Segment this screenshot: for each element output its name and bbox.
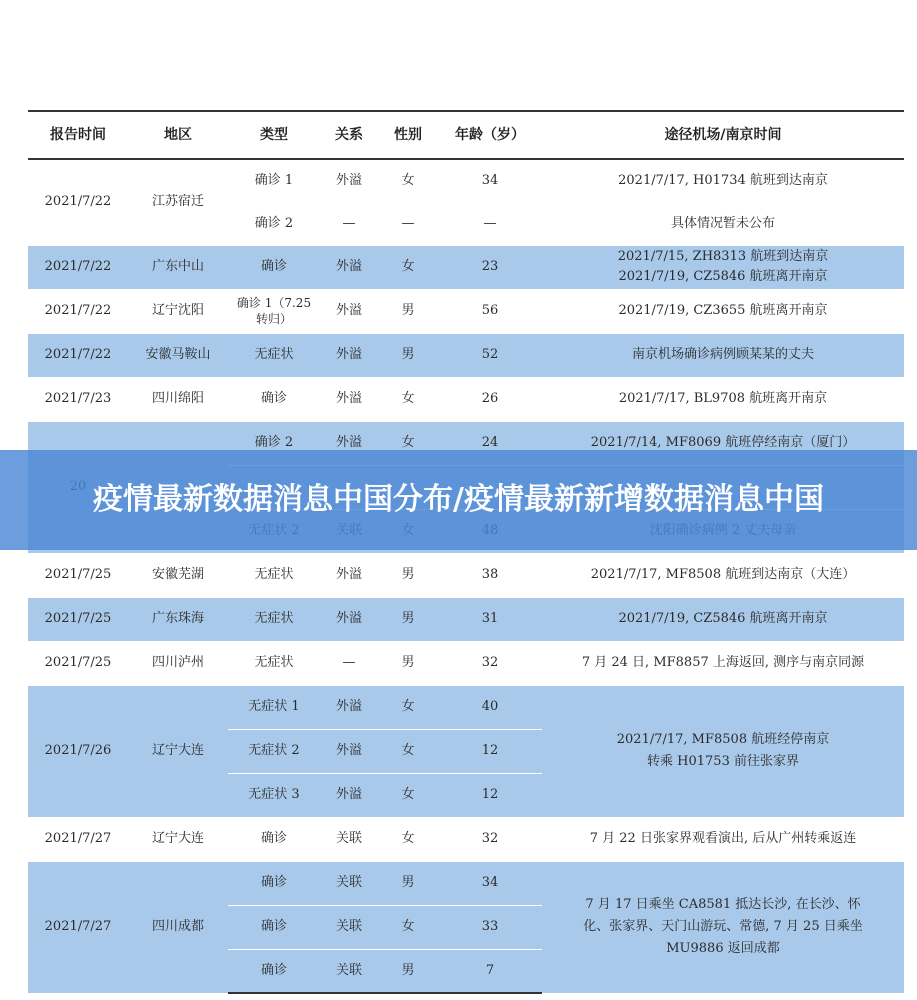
cell-age: 32 — [438, 817, 542, 861]
cell-sex: 女 — [378, 377, 438, 421]
cell-type: 无症状 — [228, 641, 320, 685]
cell-relation: 外溢 — [320, 159, 378, 202]
cell-region: 辽宁沈阳 — [128, 289, 228, 333]
table-row — [28, 333, 904, 377]
cell-date: 2021/7/23 — [28, 377, 128, 421]
cell-age: 34 — [438, 159, 542, 202]
cell-type: 确诊 — [228, 905, 320, 949]
cell-sex: 男 — [378, 641, 438, 685]
cell-route: 具体情况暂未公布 — [542, 202, 904, 245]
cell-sex: 女 — [378, 245, 438, 289]
cell-sex: 男 — [378, 949, 438, 993]
cell-relation: — — [320, 641, 378, 685]
cell-relation: 外溢 — [320, 553, 378, 597]
table-row — [28, 597, 904, 641]
table-header-row — [28, 111, 904, 159]
cell-region: 四川成都 — [128, 861, 228, 993]
cell-sex: 女 — [378, 685, 438, 729]
cell-sex: 女 — [378, 729, 438, 773]
cell-type: 无症状 1 — [228, 685, 320, 729]
cell-sex: 男 — [378, 861, 438, 905]
title-banner — [0, 450, 917, 550]
cell-route — [542, 685, 904, 817]
cell-age: 26 — [438, 377, 542, 421]
cell-route: 2021/7/17, H01734 航班到达南京 — [542, 159, 904, 202]
cell-age: 12 — [438, 729, 542, 773]
cell-type: 确诊 2 — [228, 202, 320, 245]
cell-relation: 关联 — [320, 905, 378, 949]
cell-age: 32 — [438, 641, 542, 685]
cell-sex: 女 — [378, 159, 438, 202]
cell-region: 安徽芜湖 — [128, 553, 228, 597]
cell-route: 2021/7/14, MF8069 航班停经南京（厦门） — [542, 421, 904, 465]
cell-region: 安徽马鞍山 — [128, 333, 228, 377]
cell-type: 确诊 1 — [228, 159, 320, 202]
cell-type: 无症状 3 — [228, 773, 320, 817]
cell-route: 2021/7/19, CZ3655 航班离开南京 — [542, 289, 904, 333]
cell-sex: 女 — [378, 905, 438, 949]
epidemic-table — [28, 110, 904, 994]
table-row — [28, 289, 904, 333]
cell-relation: 外溢 — [320, 333, 378, 377]
table-row — [28, 685, 904, 729]
cell-region: 辽宁大连 — [128, 817, 228, 861]
cell-route: 7 月 24 日, MF8857 上海返回, 测序与南京同源 — [542, 641, 904, 685]
cell-age: 31 — [438, 597, 542, 641]
cell-date: 2021/7/22 — [28, 333, 128, 377]
cell-age: 24 — [438, 421, 542, 465]
cell-type: 无症状 — [228, 553, 320, 597]
header-route: 途径机场/南京时间 — [542, 111, 904, 159]
cell-sex: 男 — [378, 553, 438, 597]
cell-route — [542, 245, 904, 289]
cell-sex: 男 — [378, 333, 438, 377]
cell-relation: 外溢 — [320, 289, 378, 333]
cell-type: 确诊 — [228, 861, 320, 905]
cell-date: 2021/7/27 — [28, 861, 128, 993]
route-line: 2021/7/17, MF8508 航班经停南京 — [616, 732, 830, 747]
cell-age: 33 — [438, 905, 542, 949]
cell-region: 广东珠海 — [128, 597, 228, 641]
header-relation: 关系 — [320, 111, 378, 159]
cell-region: 四川绵阳 — [128, 377, 228, 421]
header-age: 年龄（岁） — [438, 111, 542, 159]
cell-region: 广东中山 — [128, 245, 228, 289]
cell-age: 23 — [438, 245, 542, 289]
table-row — [28, 861, 904, 905]
cell-route: 2021/7/17, BL9708 航班离开南京 — [542, 377, 904, 421]
cell-sex: 男 — [378, 597, 438, 641]
cell-route: 7 月 22 日张家界观看演出, 后从广州转乘返连 — [542, 817, 904, 861]
cell-type: 确诊 — [228, 949, 320, 993]
table-row — [28, 553, 904, 597]
cell-relation: 外溢 — [320, 597, 378, 641]
cell-date: 2021/7/27 — [28, 817, 128, 861]
cell-age: — — [438, 202, 542, 245]
cell-date: 2021/7/22 — [28, 289, 128, 333]
cell-relation: 外溢 — [320, 685, 378, 729]
cell-route: 南京机场确诊病例顾某某的丈夫 — [542, 333, 904, 377]
cell-age: 34 — [438, 861, 542, 905]
cell-age: 56 — [438, 289, 542, 333]
table-row — [28, 159, 904, 202]
cell-age: 52 — [438, 333, 542, 377]
route-line: 2021/7/19, CZ5846 航班离开南京 — [618, 269, 828, 284]
cell-date: 2021/7/25 — [28, 641, 128, 685]
cell-sex: 女 — [378, 817, 438, 861]
cell-route: 2021/7/19, CZ5846 航班离开南京 — [542, 597, 904, 641]
table-row — [28, 245, 904, 289]
cell-type: 无症状 — [228, 333, 320, 377]
cell-relation: 外溢 — [320, 245, 378, 289]
table-row — [28, 641, 904, 685]
route-line: 2021/7/15, ZH8313 航班到达南京 — [617, 249, 829, 264]
cell-sex: — — [378, 202, 438, 245]
cell-age: 7 — [438, 949, 542, 993]
cell-region: 江苏宿迁 — [128, 159, 228, 245]
cell-route — [542, 861, 904, 993]
cell-region: 辽宁大连 — [128, 685, 228, 817]
cell-sex: 女 — [378, 773, 438, 817]
cell-date: 2021/7/22 — [28, 245, 128, 289]
cell-date: 2021/7/25 — [28, 597, 128, 641]
cell-sex: 女 — [378, 421, 438, 465]
route-line: 7 月 17 日乘坐 CA8581 抵达长沙, 在长沙、怀 — [585, 897, 861, 913]
header-report-time: 报告时间 — [28, 111, 128, 159]
table-row — [28, 377, 904, 421]
header-region: 地区 — [128, 111, 228, 159]
cell-type — [228, 289, 320, 333]
cell-relation: 外溢 — [320, 377, 378, 421]
cell-relation: 关联 — [320, 861, 378, 905]
cell-type: 确诊 — [228, 245, 320, 289]
route-line: 转乘 H01753 前往张家界 — [647, 754, 799, 769]
header-type: 类型 — [228, 111, 320, 159]
cell-date: 2021/7/25 — [28, 553, 128, 597]
cell-relation: 外溢 — [320, 421, 378, 465]
cell-type: 确诊 — [228, 817, 320, 861]
type-line: 确诊 1（7.25 — [236, 296, 312, 310]
cell-route: 2021/7/17, MF8508 航班到达南京（大连） — [542, 553, 904, 597]
cell-relation: 外溢 — [320, 773, 378, 817]
cell-relation: 关联 — [320, 949, 378, 993]
table-row — [28, 817, 904, 861]
cell-type: 无症状 2 — [228, 729, 320, 773]
cell-sex: 男 — [378, 289, 438, 333]
cell-relation: — — [320, 202, 378, 245]
cell-type: 确诊 — [228, 377, 320, 421]
route-line: 化、张家界、天门山游玩、常德, 7 月 25 日乘坐 — [583, 919, 863, 935]
banner-title: 疫情最新数据消息中国分布/疫情最新新增数据消息中国 — [93, 482, 824, 517]
header-sex: 性别 — [378, 111, 438, 159]
route-line: MU9886 返回成都 — [666, 941, 780, 957]
type-line: 转归） — [255, 312, 292, 326]
cell-age: 38 — [438, 553, 542, 597]
cell-relation: 外溢 — [320, 729, 378, 773]
cell-date: 2021/7/22 — [28, 159, 128, 245]
cell-age: 12 — [438, 773, 542, 817]
cell-relation: 关联 — [320, 817, 378, 861]
cell-date: 2021/7/26 — [28, 685, 128, 817]
cell-type: 无症状 — [228, 597, 320, 641]
cell-region: 四川泸州 — [128, 641, 228, 685]
cell-age: 40 — [438, 685, 542, 729]
cell-type: 确诊 2 — [228, 421, 320, 465]
